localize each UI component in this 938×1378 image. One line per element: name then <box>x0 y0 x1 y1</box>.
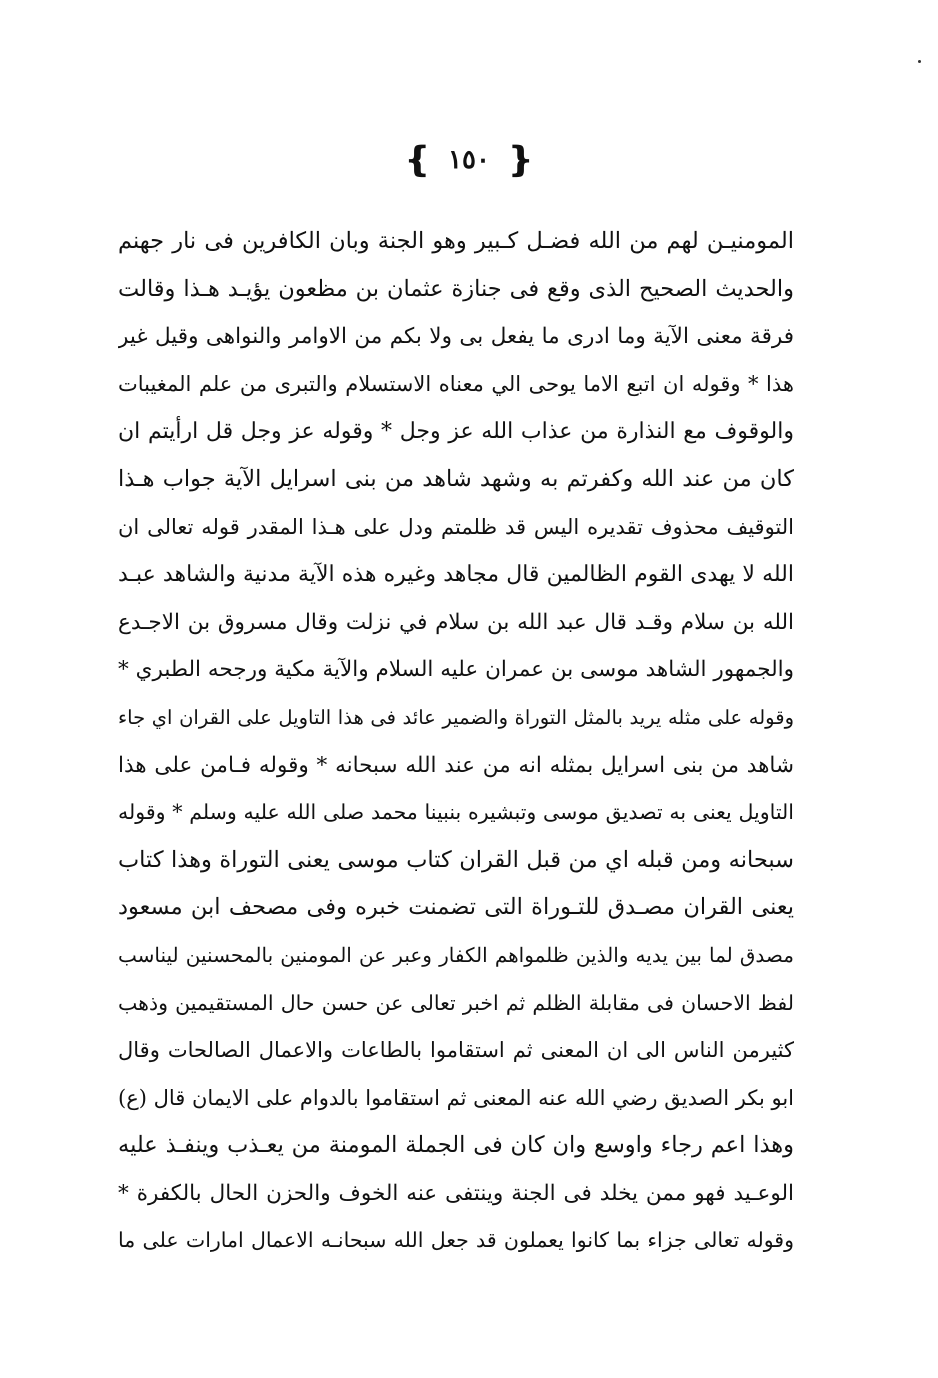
text-line: الله بن سلام وقـد قال عبد الله بن سلام في نزلت وقال مسروق بن الاجـدع <box>118 609 794 635</box>
paper-speck <box>918 60 921 63</box>
text-line: وهذا اعم رجاء واوسع وان كان فى الجملة المومنة من يعـذب وينفـذ عليه <box>118 1132 794 1159</box>
text-line: ابو بكر الصديق رضي الله عنه المعنى ثم استقاموا بالدوام على الايمان قال (ع) <box>118 1085 794 1110</box>
text-line: شاهد من بنى اسرايل بمثله انه من عند الله سبحانه * وقوله فـامن على هذا <box>118 752 794 778</box>
text-line: كثيرمن الناس الى ان المعنى ثم استقاموا بالطاعات والاعمال الصالحات وقال <box>118 1038 794 1063</box>
text-line: الله لا يهدى القوم الظالمين قال مجاهد وغيره هذه الآية مدنية والشاهد عبـد <box>118 562 794 588</box>
right-ornament-bracket: ❵ <box>505 140 535 180</box>
text-line: سبحانه ومن قبله اي من قبل القران كتاب موسى يعنى التوراة وهذا كتاب <box>118 846 794 873</box>
text-line: وقوله على مثله يريد بالمثل التوراة والضمير عائد فى هذا التاويل على القران اي جاء <box>118 705 794 729</box>
text-line: فرقة معنى الآية وما ادرى ما يفعل بى ولا بكم من الاوامر والنواهى وقيل غير <box>118 324 794 350</box>
text-line: مصدق لما بين يديه والذين ظلمواهم الكفار وعبر عن المومنين بالمحسنين ليناسب <box>118 942 794 967</box>
text-line: التوقيف محذوف تقديره اليس قد ظلمتم ودل على هـذا المقدر قوله تعالى ان <box>118 514 794 539</box>
page-header <box>0 138 938 182</box>
text-line: الوعـيد فهو ممن يخلد فى الجنة وينتفى عنه الخوف والحزن الحال بالكفرة * <box>118 1180 794 1206</box>
text-line: والوقوف مع النذارة من عذاب الله عز وجل * وقوله عز وجل قل ارأيتم ان <box>118 419 794 445</box>
text-line: المومنيـن لهم من الله فضـل كـبير وهو الجنة وبان الكافرين فى نار جهنم <box>118 228 794 254</box>
text-line: لفظ الاحسان فى مقابلة الظلم ثم اخبر تعالى عن حسن حال المستقيمين وذهب <box>118 990 794 1015</box>
page-number: ١٥٠ <box>448 145 490 175</box>
text-line: والحديث الصحيح الذى وقع فى جنازة عثمان بن مظعون يؤيـد هـذا وقالت <box>118 275 794 302</box>
body-text <box>118 218 794 1265</box>
text-line: كان من عند الله وكفرتم به وشهد شاهد من بنى اسرايل الآية جواب هـذا <box>118 465 794 492</box>
text-line: يعنى القران مصـدق للتـوراة التى تضمنت خبره وفى مصحف ابن مسعود <box>118 894 794 921</box>
text-line: هذا * وقوله ان اتبع الاما يوحى الي معناه الاستسلام والتبرى من علم المغيبات <box>118 371 794 396</box>
text-line: وقوله تعالى جزاء بما كانوا يعملون قد جعل الله سبحانـه الاعمال امارات على ما <box>118 1228 794 1253</box>
text-line: والجمهور الشاهد موسى بن عمران عليه السلام والآية مكية ورجحه الطبري * <box>118 657 794 683</box>
left-ornament-bracket: ❴ <box>403 140 433 180</box>
text-line: التاويل يعنى به تصديق موسى وتبشيره بنبينا محمد صلى الله عليه وسلم * وقوله <box>118 800 794 825</box>
